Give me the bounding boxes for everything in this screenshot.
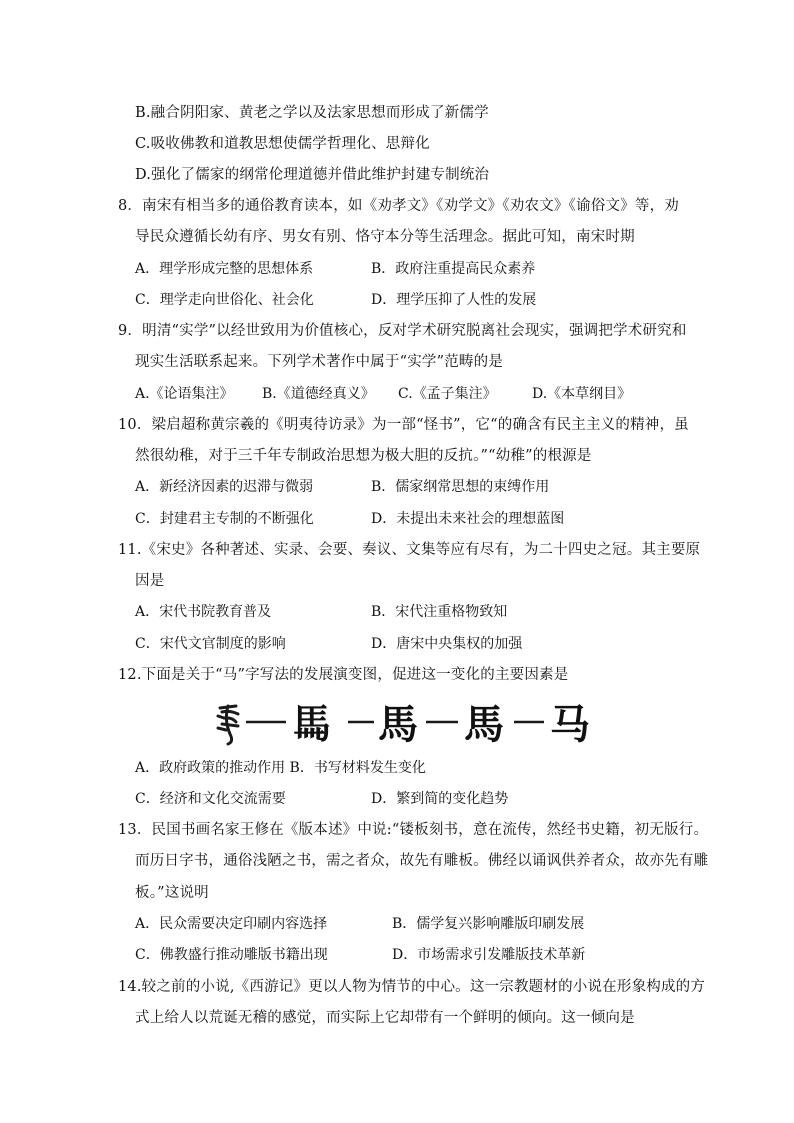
traditional-ma-1: 馬: [378, 701, 418, 748]
q14-stem-line1: 14.较之前的小说,《西游记》更以人物为情节的中心。这一宗教题材的小说在形象构成的方: [118, 979, 706, 995]
q13-stem-line3: 板。”这说明: [135, 885, 209, 901]
q10-option-c: C．封建君主专制的不断强化: [135, 511, 314, 527]
q7-option-b: B.融合阴阳家、黄老之学以及法家思想而形成了新儒学: [135, 105, 489, 121]
q8-stem-line2: 导民众遵循长幼有序、男女有别、恪守本分等生活理念。据此可知，南宋时期: [135, 229, 635, 245]
q10-option-b: B．儒家纲常思想的束缚作用: [371, 479, 550, 495]
q9-stem-line2: 现实生活联系起来。下列学术著作中属于“实学”范畴的是: [135, 354, 504, 370]
simplified-ma: 马: [550, 701, 590, 748]
q10-option-a: A．新经济因素的迟滞与微弱: [135, 479, 314, 495]
q8-option-b: B．政府注重提高民众素养: [371, 261, 536, 277]
q11-option-a: A．宋代书院教育普及: [135, 604, 272, 620]
oracle-bone-ma-glyph: [218, 706, 238, 744]
q13-stem-line1: 13．民国书画名家王修在《版本述》中说:“镂板刻书，意在流传，然经书史籍，初无版行。: [118, 822, 709, 838]
q9-option-c: C.《孟子集注》: [398, 386, 497, 402]
q9-option-a: A.《论语集注》: [135, 386, 234, 402]
q11-option-c: C．宋代文官制度的影响: [135, 636, 286, 652]
q12-stem: 12.下面是关于“马”字写法的发展演变图，促进这一变化的主要因素是: [118, 667, 569, 683]
q10-stem-line1: 10．梁启超称黄宗羲的《明夷待访录》为一部“怪书”，它“的确含有民主主义的精神，虽: [118, 417, 689, 433]
q11-option-b: B．宋代注重格物致知: [371, 604, 508, 620]
q13-option-b: B．儒学复兴影响雕版印刷发展: [392, 916, 585, 932]
q11-stem-line1: 11.《宋史》各种著述、实录、会要、奏议、文集等应有尽有，为二十四史之冠。其主要原: [118, 542, 701, 558]
q8-option-d: D．理学压抑了人性的发展: [371, 292, 537, 308]
q9-option-d: D.《本草纲目》: [532, 386, 632, 402]
q12-option-d: D．繁到简的变化趋势: [371, 791, 509, 807]
q12-option-c: C．经济和文化交流需要: [135, 791, 286, 807]
traditional-ma-2: 馬: [464, 701, 504, 748]
q8-option-a: A．理学形成完整的思想体系: [135, 261, 314, 277]
q9-stem-line1: 9．明清“实学”以经世致用为价值核心，反对学术研究脱离社会现实，强调把学术研究和: [118, 323, 687, 339]
q8-stem-line1: 8．南宋有相当多的通俗教育读本，如《劝孝文》《劝学文》《劝农文》《谕俗文》等，劝: [118, 198, 679, 214]
q11-option-d: D．唐宋中央集权的加强: [371, 636, 523, 652]
q12-options-ab: A．政府政策的推动作用 B．书写材料发生变化: [135, 760, 426, 776]
q13-stem-line2: 而历日字书，通俗浅陋之书，需之者众，故先有雕板。佛经以诵讽供养者众，故亦先有雕: [135, 853, 709, 869]
q7-option-c: C.吸收佛教和道教思想使儒学哲理化、思辩化: [135, 136, 430, 152]
q9-option-b: B.《道德经真义》: [262, 386, 375, 402]
q7-option-d: D.强化了儒家的纲常伦理道德并借此维护封建专制统治: [135, 167, 490, 183]
q13-option-c: C．佛教盛行推动雕版书籍出现: [135, 947, 328, 963]
q11-stem-line2: 因是: [135, 573, 165, 589]
q10-option-d: D．未提出未来社会的理想蓝图: [371, 511, 565, 527]
bronze-script-ma: 𩡧: [292, 701, 332, 748]
ma-character-evolution-figure: [214, 698, 600, 748]
q8-option-c: C．理学走向世俗化、社会化: [135, 292, 314, 308]
q13-option-a: A．民众需要决定印刷内容选择: [135, 916, 328, 932]
q10-stem-line2: 然很幼稚，对于三千年专制政治思想为极大胆的反抗。”“幼稚”的根源是: [135, 448, 592, 464]
q14-stem-line2: 式上给人以荒诞无稽的感觉，而实际上它却带有一个鲜明的倾向。这一倾向是: [135, 1010, 635, 1026]
q13-option-d: D．市场需求引发雕版技术革新: [392, 947, 586, 963]
